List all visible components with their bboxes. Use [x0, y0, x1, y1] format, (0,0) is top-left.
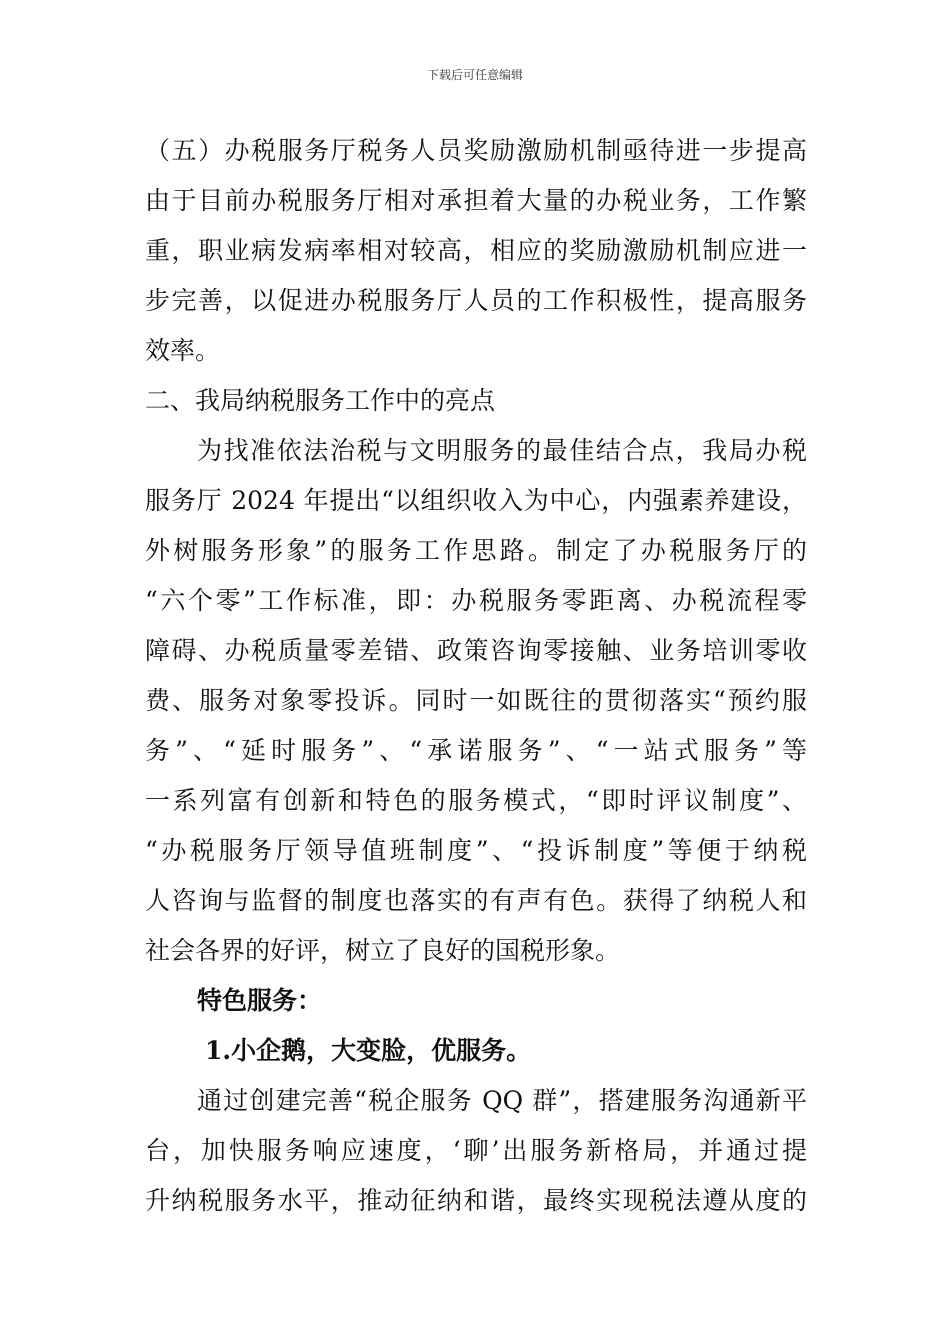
paragraph-line: “六个零”工作标准，即：办税服务零距离、办税流程零	[145, 586, 807, 615]
paragraph-line: 社会各界的好评，树立了良好的国税形象。	[145, 936, 621, 965]
paragraph-line: 人咨询与监督的制度也落实的有声有色。获得了纳税人和	[145, 886, 807, 915]
paragraph-line: 外树服务形象”的服务工作思路。制定了办税服务厅的	[145, 536, 807, 565]
paragraph-line: “办税服务厅领导值班制度”、“投诉制度”等便于纳税	[145, 836, 807, 865]
page-header: 下载后可任意编辑	[426, 68, 523, 82]
paragraph-line: 升纳税服务水平，推动征纳和谐，最终实现税法遵从度的	[145, 1186, 807, 1215]
subheading-featured-services: 特色服务：	[197, 986, 323, 1015]
paragraph-line: 务”、“延时服务”、“承诺服务”、“一站式服务”等	[145, 736, 807, 765]
paragraph-line: 为找准依法治税与文明服务的最佳结合点，我局办税	[197, 436, 807, 465]
paragraph-line: 服务厅 2024 年提出“以组织收入为中心，内强素养建设，	[145, 486, 807, 515]
paragraph-line: 障碍、办税质量零差错、政策咨询零接触、业务培训零收	[145, 636, 807, 665]
paragraph-line: 一系列富有创新和特色的服务模式，“即时评议制度”、	[145, 786, 807, 815]
section-heading-5: （五）办税服务厅税务人员奖励激励机制亟待进一步提高	[145, 136, 807, 165]
paragraph-line: 重，职业病发病率相对较高，相应的奖励激励机制应进一	[145, 236, 807, 265]
subheading-item-1: 1.小企鹅，大变脸，优服务。	[205, 1036, 532, 1065]
paragraph-line: 由于目前办税服务厅相对承担着大量的办税业务，工作繁	[145, 186, 807, 215]
document-body	[145, 126, 807, 1226]
paragraph-line: 通过创建完善“税企服务 QQ 群”，搭建服务沟通新平	[197, 1086, 807, 1115]
section-heading-2: 二、我局纳税服务工作中的亮点	[145, 386, 496, 415]
paragraph-line: 步完善，以促进办税服务厅人员的工作积极性，提高服务	[145, 286, 807, 315]
paragraph-line: 台，加快服务响应速度，‘聊’出服务新格局，并通过提	[145, 1136, 807, 1165]
paragraph-line: 费、服务对象零投诉。同时一如既往的贯彻落实“预约服	[145, 686, 807, 715]
paragraph-line: 效率。	[145, 336, 221, 365]
